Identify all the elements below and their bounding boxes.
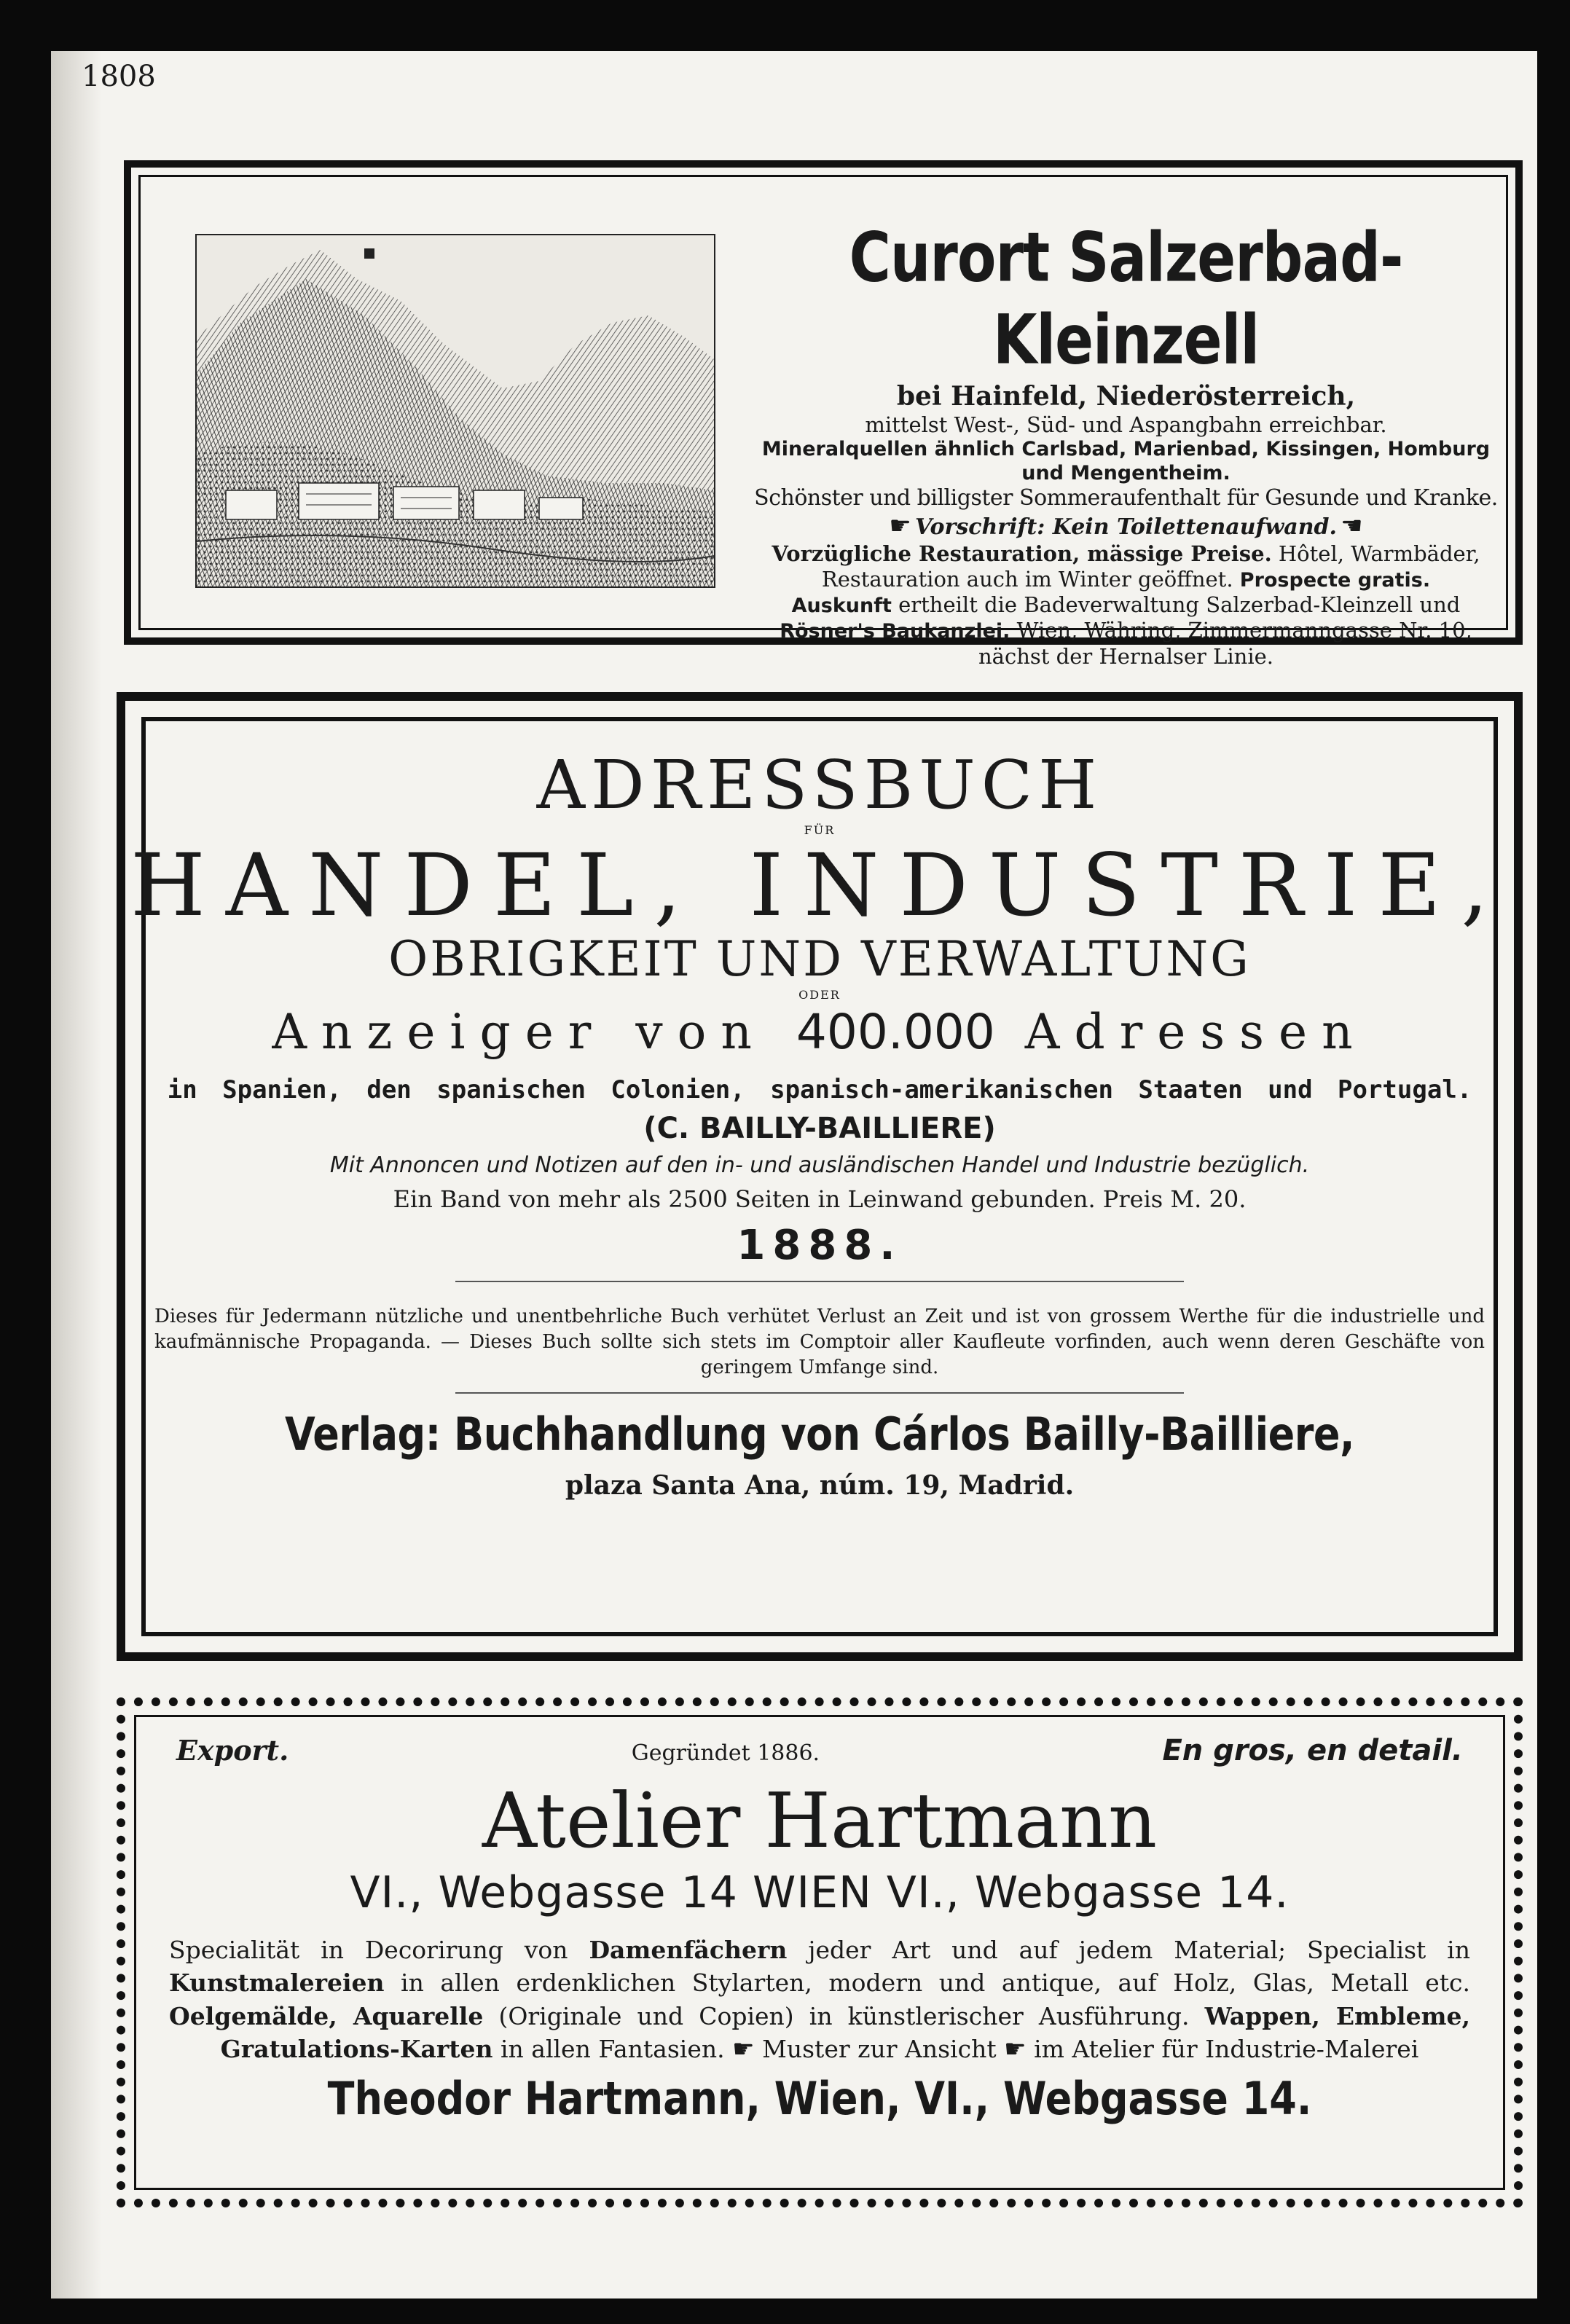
ad-salzerbad-line6-rest: Hôtel, Warmbäder, <box>1271 541 1480 566</box>
divider <box>455 1392 1184 1394</box>
ad-adressbuch-anzeiger-post: Adressen <box>994 1003 1367 1060</box>
ad-adressbuch-text <box>125 748 1514 1501</box>
book-binding <box>51 51 102 2299</box>
ad-adressbuch-title: ADRESSBUCH <box>536 746 1103 824</box>
ad-salzerbad-line5: Vorschrift: Kein Toilettenaufwand. <box>915 514 1337 540</box>
ad-salzerbad-line7-bold: Prospecte gratis. <box>1239 568 1431 592</box>
ad-adressbuch-anzeiger-pre: Anzeiger von <box>272 1003 796 1060</box>
landscape-engraving-svg <box>197 235 714 586</box>
ad-atelier-body-3: in allen erdenklichen Stylarten, modern und antique, auf Holz, Glas, Metall etc. <box>384 1968 1470 1998</box>
ad-atelier-body-muster: Muster zur Ansicht <box>754 2035 1005 2064</box>
ad-adressbuch-anzeiger <box>125 1003 1514 1061</box>
ad-salzerbad-line6-bold: Vorzügliche Restauration, mässige Preise. <box>772 541 1272 566</box>
ad-adressbuch-description: Dieses für Jedermann nützliche und unentbehrliche Buch verhütet Verlust an Zeit und ist von grossem Werthe für die industrielle und kaufmännische Propaganda. — Dieses Buch sollte sich stets im Comptoir aller Kaufleute vorfinden, auch wenn deren Geschäfte von geringem Umfange sind. <box>154 1305 1485 1378</box>
ad-adressbuch-title3: OBRIGKEIT UND VERWALTUNG <box>388 930 1251 987</box>
ad-salzerbad-line3: und Mengentheim. <box>1021 461 1231 484</box>
pointing-hand-left-icon: ☚ <box>1341 511 1363 541</box>
ad-atelier-body-damenfaecher: Damenfächern <box>589 1935 788 1964</box>
ad-atelier-body-wappen: Wappen, Embleme, Gratulations-Karten <box>220 2001 1470 2064</box>
ad-salzerbad-line1: mittelst West-, Süd- und Aspangbahn erreichbar. <box>865 412 1387 438</box>
ad-atelier-body <box>169 1934 1470 2068</box>
ad-adressbuch-oder: ODER <box>798 987 841 1002</box>
ad-adressbuch-year: 1888. <box>737 1221 903 1269</box>
ad-adressbuch-fuer: FÜR <box>804 823 836 838</box>
ad-salzerbad-line9 <box>731 618 1521 643</box>
ad-adressbuch <box>117 692 1523 1661</box>
page-number: 1808 <box>82 60 156 93</box>
ad-atelier-topline <box>176 1734 1463 1767</box>
ad-atelier-body-6: im Atelier für Industrie-Malerei <box>1026 2035 1419 2064</box>
ad-salzerbad-line2: Mineralquellen ähnlich Carlsbad, Marienbad, Kissingen, Homburg <box>761 438 1491 461</box>
ad-atelier-address: VI., Webgasse 14 WIEN VI., Webgasse 14. <box>350 1866 1290 1918</box>
ad-salzerbad-inner-border <box>138 175 1508 669</box>
ad-adressbuch-plaza: plaza Santa Ana, núm. 19, Madrid. <box>565 1470 1075 1501</box>
ad-adressbuch-title2: HANDEL, INDUSTRIE, <box>130 835 1510 936</box>
ad-atelier-footer: Theodor Hartmann, Wien, VI., Webgasse 14. <box>327 2072 1312 2126</box>
ad-atelier-body-1: Specialität in Decorirung von <box>169 1935 589 1964</box>
ad-salzerbad-line10: nächst der Hernalser Linie. <box>978 643 1273 669</box>
ad-salzerbad-line5-row <box>731 511 1521 541</box>
ad-adressbuch-spain: in Spanien, den spanischen Colonien, spanisch-amerikanischen Staaten und Portugal. <box>167 1075 1472 1104</box>
ad-salzerbad-subtitle: bei Hainfeld, Niederösterreich, <box>896 381 1356 412</box>
ad-atelier-body-2: jeder Art und auf jedem Material; Specialist in <box>787 1935 1470 1964</box>
ad-salzerbad-line9-rest: Wien, Währing, Zimmermanngasse Nr. 10, <box>1010 618 1472 643</box>
ad-atelier-hartmann <box>117 1697 1523 2207</box>
ad-adressbuch-verlag: Verlag: Buchhandlung von Cárlos Bailly-Bailliere, <box>284 1408 1355 1461</box>
landscape-engraving <box>195 234 715 588</box>
ad-salzerbad-text <box>731 217 1521 670</box>
pointing-hand-right-icon: ☛ <box>889 511 911 541</box>
ad-salzerbad-title: Curort Salzerbad-Kleinzell <box>849 219 1403 380</box>
ad-atelier-body-4: (Originale und Copien) in künstlerischer Ausführung. <box>483 2001 1205 2030</box>
pointing-hand-right-icon: ☛ <box>732 2035 755 2065</box>
ad-salzerbad-line7-rest: Restauration auch im Winter geöffnet. <box>821 566 1240 592</box>
ad-salzerbad-line8-bold: Auskunft <box>791 594 892 617</box>
ad-salzerbad <box>124 160 1523 669</box>
ad-salzerbad-line7 <box>731 567 1521 592</box>
pointing-hand-right-icon: ☛ <box>1004 2035 1027 2065</box>
ad-salzerbad-line8-rest: ertheilt die Badeverwaltung Salzerbad-Kleinzell und <box>891 592 1461 617</box>
ad-atelier-text <box>169 1775 1470 2126</box>
ad-salzerbad-line8 <box>731 592 1521 618</box>
ad-adressbuch-anzeiger-num: 400.000 <box>796 1003 995 1060</box>
ad-salzerbad-line9-bold: Rösner's Baukanzlei, <box>780 620 1010 643</box>
ad-salzerbad-line4: Schönster und billigster Sommeraufenthalt für Gesunde und Kranke. <box>754 484 1498 511</box>
ad-adressbuch-bailly: (C. BAILLY-BAILLIERE) <box>643 1111 996 1145</box>
ad-atelier-body-kunstmalereien: Kunstmalereien <box>169 1968 385 1998</box>
ad-salzerbad-line6 <box>731 541 1521 567</box>
ad-atelier-gegruendet: Gegründet 1886. <box>631 1740 820 1766</box>
ad-atelier-body-5: in allen Fantasien. <box>492 2035 733 2064</box>
ad-adressbuch-band: Ein Band von mehr als 2500 Seiten in Leinwand gebunden. Preis M. 20. <box>393 1185 1247 1213</box>
ad-atelier-export: Export. <box>176 1734 289 1767</box>
ad-atelier-engros: En gros, en detail. <box>1162 1734 1463 1767</box>
ad-atelier-title: Atelier Hartmann <box>482 1776 1158 1865</box>
divider <box>455 1281 1184 1282</box>
ad-atelier-body-oelgemaelde: Oelgemälde, Aquarelle <box>169 2001 484 2030</box>
ad-adressbuch-annoncen: Mit Annoncen und Notizen auf den in- und ausländischen Handel und Industrie bezüglich. <box>329 1152 1310 1178</box>
